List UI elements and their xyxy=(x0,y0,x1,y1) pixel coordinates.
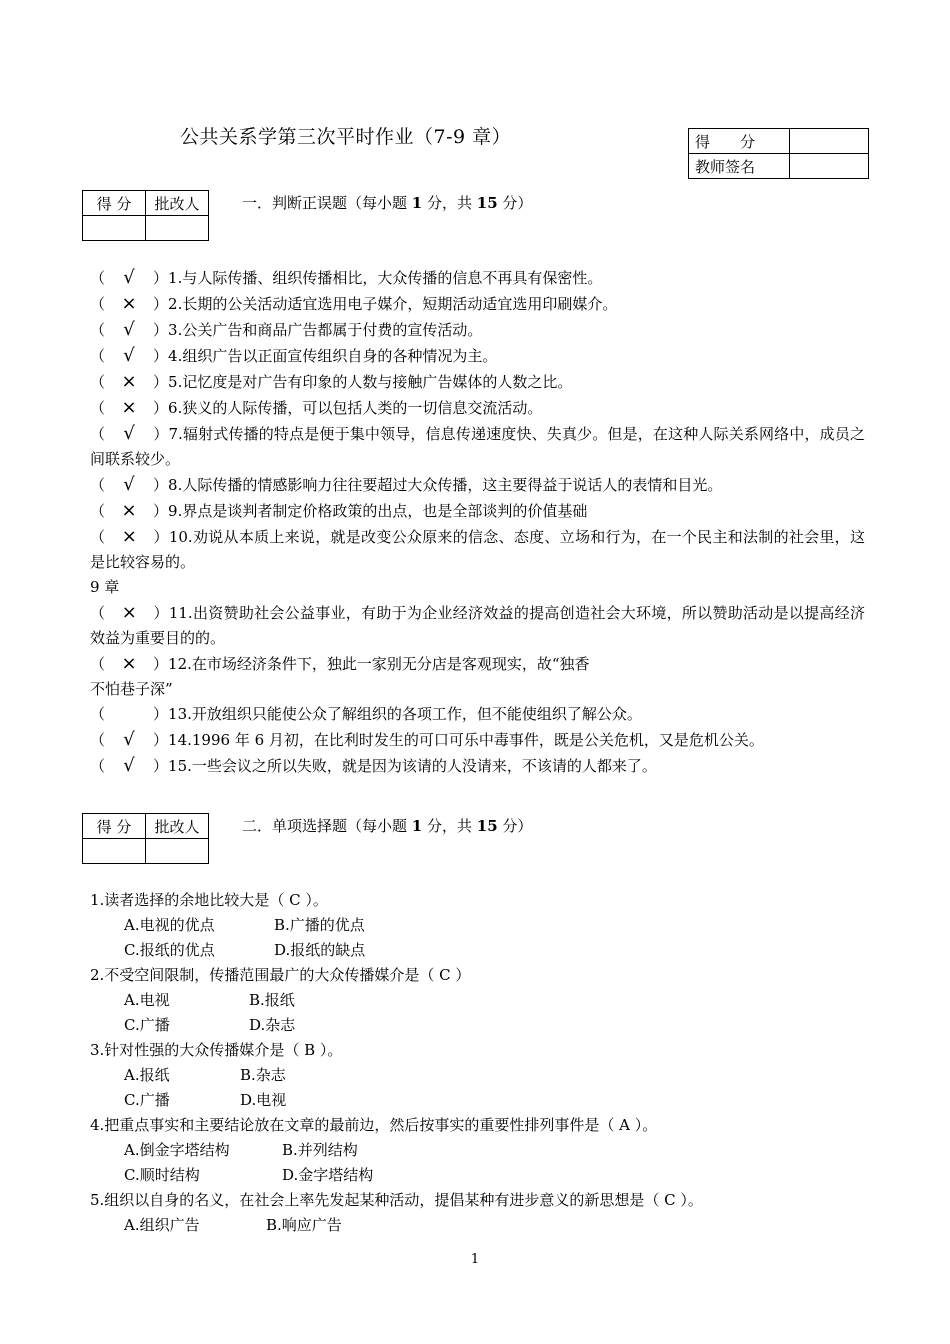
tf-item: （ × ）9.界点是谈判者制定价格政策的出点，也是全部谈判的价值基础 xyxy=(90,500,588,521)
page-title: 公共关系学第三次平时作业（7-9 章） xyxy=(180,126,512,148)
tf-item: （ × ）6.狭义的人际传播，可以包括人类的一切信息交流活动。 xyxy=(90,397,543,418)
section1-heading xyxy=(242,192,532,213)
tf-item: （ × ）10.劝说从本质上来说，就是改变公众原来的信念、态度、立场和行为，在一个民主和法制的社会里，这是比较容易的。 xyxy=(90,526,865,571)
tf-item: （ √ ）1.与人际传播、组织传播相比，大众传播的信息不再具有保密性。 xyxy=(90,267,603,288)
heading-mid: 分，共 xyxy=(422,194,477,212)
score-label: 得 分 xyxy=(689,129,790,154)
option: A.倒金字塔结构 xyxy=(124,1141,230,1159)
option: A.报纸 xyxy=(124,1066,170,1084)
option-row xyxy=(90,1213,865,1238)
option: C.顺时结构 xyxy=(124,1166,200,1184)
tf-item-continuation: 不怕巷子深” xyxy=(90,680,173,698)
stem-text: ）。 xyxy=(315,1041,343,1059)
option: C.广播 xyxy=(124,1091,170,1109)
option-row xyxy=(90,988,865,1013)
tf-item: （ √ ）8.人际传播的情感影响力往往要超过大众传播，这主要得益于说话人的表情和目光。 xyxy=(90,474,723,495)
heading-total: 15 xyxy=(476,194,498,212)
tf-item-text: 8.人际传播的情感影响力往往要超过大众传播，这主要得益于说话人的表情和目光。 xyxy=(168,476,723,494)
teacher-signature-label: 教师签名 xyxy=(689,154,790,179)
stem-text: ） xyxy=(450,966,471,984)
option: D.电视 xyxy=(240,1091,287,1109)
tf-item-text: 5.记忆度是对广告有印象的人数与接触广告媒体的人数之比。 xyxy=(168,373,573,391)
tf-item: （ × ）5.记忆度是对广告有印象的人数与接触广告媒体的人数之比。 xyxy=(90,371,573,392)
answer-mark: √ xyxy=(123,345,135,366)
option-row xyxy=(90,1063,865,1088)
tf-item-text: 14.1996 年 6 月初，在比利时发生的可口可乐中毒事件，既是公关危机，又是危机公关。 xyxy=(168,731,764,749)
tf-item-text: 11.出资赞助社会公益事业，有助于为企业经济效益的提高创造社会大环境，所以赞助活动是以提高经济效益为重要目的的。 xyxy=(90,604,865,647)
question-stem xyxy=(90,963,865,988)
answer-mark: √ xyxy=(123,423,135,444)
answer: C xyxy=(289,891,301,909)
question-stem xyxy=(90,1113,865,1138)
option: D.报纸的缺点 xyxy=(274,941,366,959)
answer-mark: √ xyxy=(123,319,135,340)
heading-prefix: 一．判断正误题（每小题 xyxy=(242,194,412,212)
heading-mid: 分，共 xyxy=(422,817,477,835)
stem-text: 1.读者选择的余地比较大是（ xyxy=(90,891,290,909)
grade-score-cell[interactable] xyxy=(83,216,146,241)
tf-item-text: 6.狭义的人际传播，可以包括人类的一切信息交流活动。 xyxy=(168,399,543,417)
answer: B xyxy=(304,1041,316,1059)
option: B.报纸 xyxy=(249,991,295,1009)
option: A.电视 xyxy=(124,991,170,1009)
tf-item-text: 7.辐射式传播的特点是便于集中领导，信息传递速度快、失真少。但是，在这种人际关系网络中，成员之间联系较少。 xyxy=(90,425,865,468)
tf-item-text: 1.与人际传播、组织传播相比，大众传播的信息不再具有保密性。 xyxy=(168,269,603,287)
stem-text: ）。 xyxy=(300,891,328,909)
option: D.金字塔结构 xyxy=(282,1166,374,1184)
option-row xyxy=(90,938,865,963)
option-row xyxy=(90,1163,865,1188)
tf-item: （ √ ）15.一些会议之所以失败，就是因为该请的人没请来，不该请的人都来了。 xyxy=(90,755,657,776)
stem-text: 4.把重点事实和主要结论放在文章的最前边，然后按事实的重要性排列事件是（ xyxy=(90,1116,620,1134)
option: C.广播 xyxy=(124,1016,170,1034)
tf-item: （ √ ）14.1996 年 6 月初，在比利时发生的可口可乐中毒事件，既是公关危机，又是危机公关。 xyxy=(90,729,764,750)
tf-item-text: 9.界点是谈判者制定价格政策的出点，也是全部谈判的价值基础 xyxy=(168,502,588,520)
section1-items xyxy=(90,265,865,779)
section2-heading xyxy=(242,815,532,836)
grade-score-label: 得 分 xyxy=(83,814,146,839)
answer-mark: × xyxy=(121,526,137,547)
heading-total: 15 xyxy=(476,817,498,835)
answer-mark: × xyxy=(121,500,137,521)
stem-text: 2.不受空间限制，传播范围最广的大众传播媒介是（ xyxy=(90,966,440,984)
grade-grader-label: 批改人 xyxy=(146,814,209,839)
tf-item: （ √ ）3.公关广告和商品广告都属于付费的宣传活动。 xyxy=(90,319,483,340)
option: D.杂志 xyxy=(249,1016,296,1034)
option: B.并列结构 xyxy=(282,1141,358,1159)
grade-grader-cell[interactable] xyxy=(146,839,209,864)
question-stem xyxy=(90,888,865,913)
option: A.电视的优点 xyxy=(124,916,215,934)
page-number: 1 xyxy=(470,1252,480,1267)
question-stem xyxy=(90,1188,865,1213)
answer-mark: × xyxy=(121,602,137,623)
chapter-label: 9 章 xyxy=(90,578,120,596)
tf-item: （ ）13.开放组织只能使公众了解组织的各项工作，但不能使组织了解公众。 xyxy=(90,705,642,723)
tf-item: （ × ）2.长期的公关活动适宜选用电子媒介，短期活动适宜选用印刷媒介。 xyxy=(90,293,618,314)
tf-item: （ × ）12.在市场经济条件下，独此一家别无分店是客观现实，故“独香 xyxy=(90,653,590,674)
teacher-signature-cell[interactable] xyxy=(790,154,869,179)
answer: C xyxy=(439,966,451,984)
score-cell[interactable] xyxy=(790,129,869,154)
answer-mark: × xyxy=(121,371,137,392)
tf-item: （ √ ）4.组织广告以正面宣传组织自身的各种情况为主。 xyxy=(90,345,498,366)
answer-mark: √ xyxy=(123,729,135,750)
tf-item-text: 4.组织广告以正面宣传组织自身的各种情况为主。 xyxy=(168,347,498,365)
tf-item-text: 13.开放组织只能使公众了解组织的各项工作，但不能使组织了解公众。 xyxy=(168,705,642,723)
score-box xyxy=(688,128,869,179)
answer-mark: √ xyxy=(123,755,135,776)
stem-text: ）。 xyxy=(629,1116,658,1134)
heading-prefix: 二．单项选择题（每小题 xyxy=(242,817,412,835)
tf-item: （ √ ）7.辐射式传播的特点是便于集中领导，信息传递速度快、失真少。但是，在这种人际关系网络中，成员之间联系较少。 xyxy=(90,423,865,468)
tf-item-text: 15.一些会议之所以失败，就是因为该请的人没请来，不该请的人都来了。 xyxy=(168,757,657,775)
option: B.杂志 xyxy=(240,1066,286,1084)
heading-suffix: 分） xyxy=(497,817,533,835)
answer-mark: × xyxy=(121,653,137,674)
option-row xyxy=(90,913,865,938)
answer-mark: × xyxy=(121,293,137,314)
option-row xyxy=(90,1088,865,1113)
answer: A xyxy=(619,1116,630,1134)
option: B.响应广告 xyxy=(266,1216,342,1234)
stem-text: 3.针对性强的大众传播媒介是（ xyxy=(90,1041,305,1059)
tf-item-text: 3.公关广告和商品广告都属于付费的宣传活动。 xyxy=(168,321,483,339)
question-stem xyxy=(90,1038,865,1063)
answer-mark: √ xyxy=(123,267,135,288)
heading-per: 1 xyxy=(411,194,423,212)
heading-suffix: 分） xyxy=(497,194,533,212)
answer-mark: √ xyxy=(123,474,135,495)
section2-grade-table xyxy=(82,813,209,864)
grade-grader-label: 批改人 xyxy=(146,191,209,216)
option-row xyxy=(90,1013,865,1038)
option: A.组织广告 xyxy=(124,1216,200,1234)
stem-text: ）。 xyxy=(675,1191,703,1209)
section2-questions xyxy=(90,888,865,1238)
answer-mark: × xyxy=(121,397,137,418)
option: C.报纸的优点 xyxy=(124,941,215,959)
tf-item-text: 2.长期的公关活动适宜选用电子媒介，短期活动适宜选用印刷媒介。 xyxy=(168,295,618,313)
section1-grade-table xyxy=(82,190,209,241)
option-row xyxy=(90,1138,865,1163)
heading-per: 1 xyxy=(411,817,423,835)
grade-score-cell[interactable] xyxy=(83,839,146,864)
tf-item: （ × ）11.出资赞助社会公益事业，有助于为企业经济效益的提高创造社会大环境，所以赞助活动是以提高经济效益为重要目的的。 xyxy=(90,602,865,647)
tf-item-text: 10.劝说从本质上来说，就是改变公众原来的信念、态度、立场和行为，在一个民主和法制的社会里，这是比较容易的。 xyxy=(90,528,865,571)
grade-grader-cell[interactable] xyxy=(146,216,209,241)
grade-score-label: 得 分 xyxy=(83,191,146,216)
tf-item-text: 12.在市场经济条件下，独此一家别无分店是客观现实，故“独香 xyxy=(168,655,590,673)
stem-text: 5.组织以自身的名义，在社会上率先发起某种活动，提倡某种有进步意义的新思想是（ xyxy=(90,1191,665,1209)
option: B.广播的优点 xyxy=(274,916,365,934)
answer: C xyxy=(664,1191,676,1209)
